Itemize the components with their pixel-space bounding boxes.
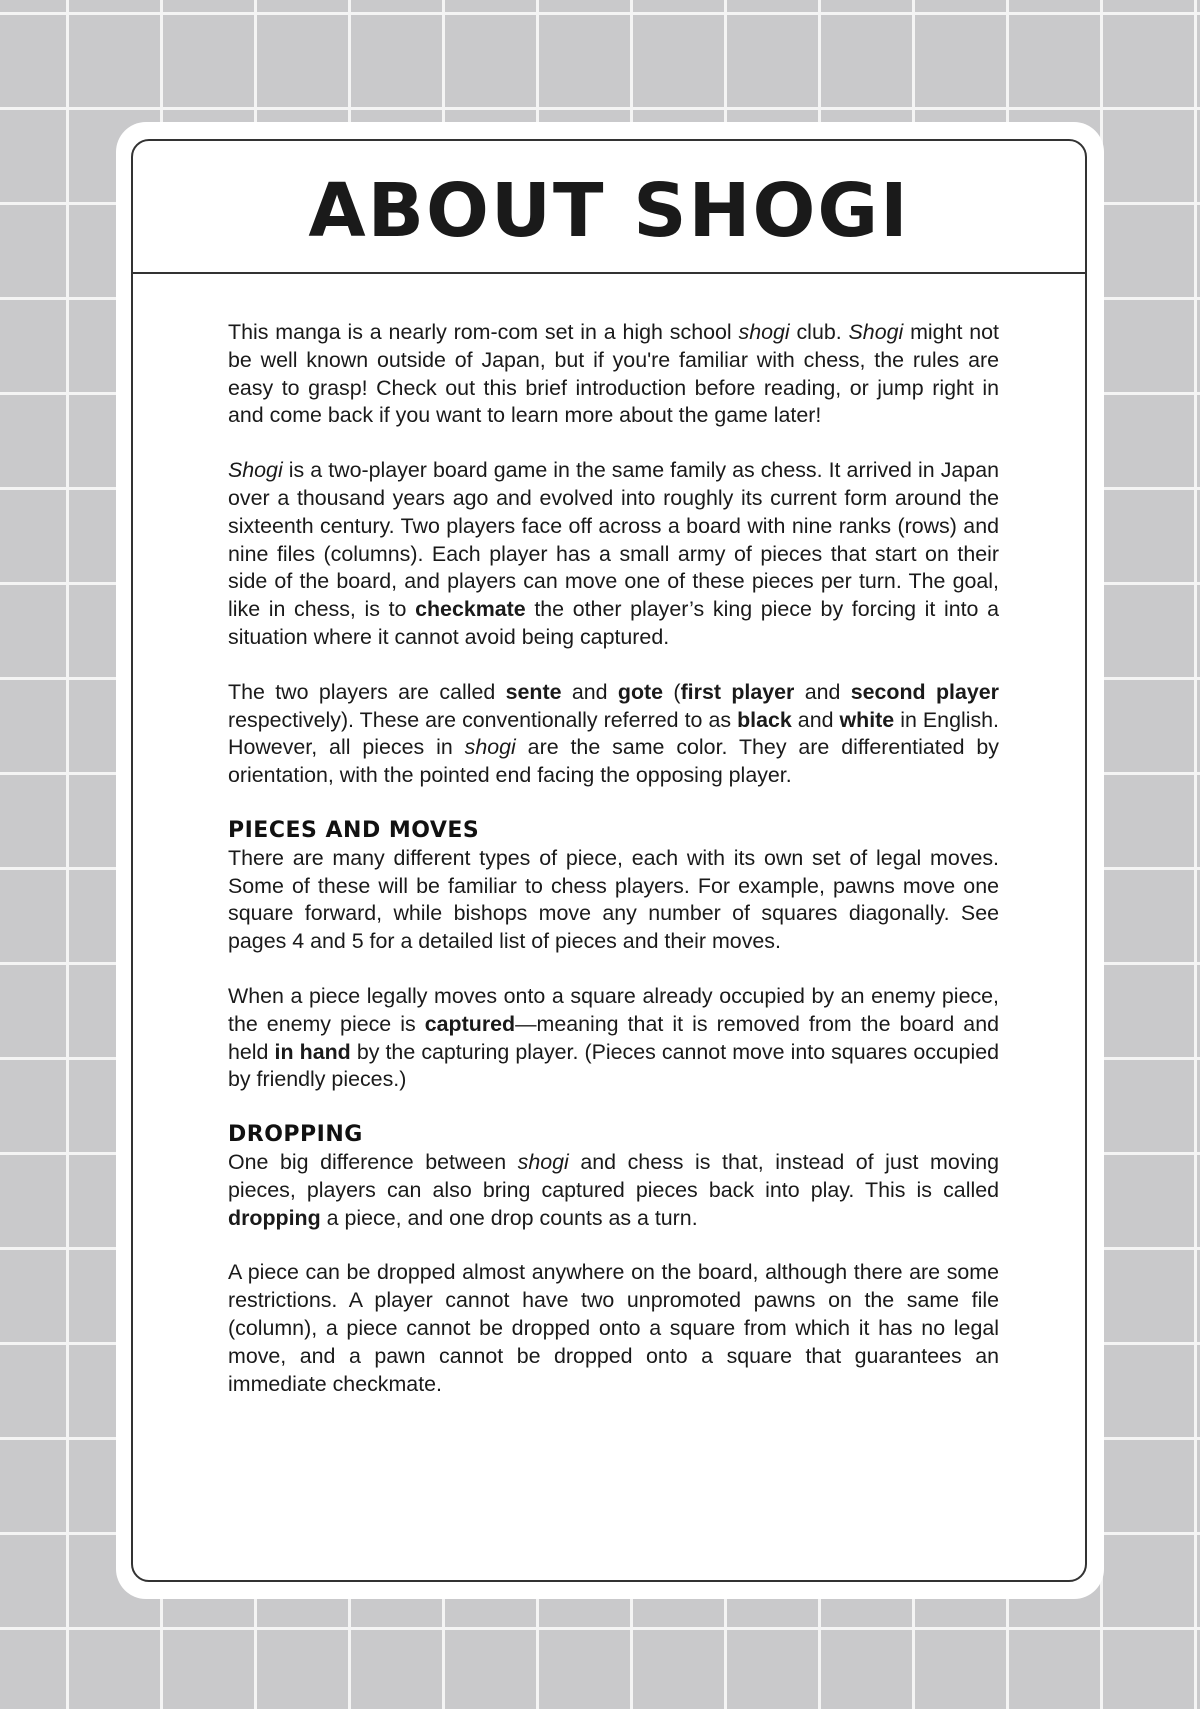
bold-term: sente: [505, 679, 562, 704]
italic-term: shogi: [464, 735, 516, 760]
bold-term: captured: [424, 1011, 516, 1036]
text-run: and: [794, 679, 851, 704]
text-run: This manga is a nearly rom-com set in a high school: [228, 320, 739, 344]
text-run: —meaning that it is removed from the board and held: [228, 1011, 999, 1064]
text-run: There are many different types of piece, each with its own set of legal moves. Some of these will be familiar to chess players. For example, pawns move one square forward, while bishops move any number of squares diagonally. See pages 4 and 5 for a detailed list of pieces and their moves.: [228, 845, 999, 954]
intro-paragraph-2: [228, 457, 999, 652]
text-run: respectively). These are conventionally referred to as: [228, 707, 738, 732]
text-run: and: [791, 707, 840, 732]
italic-term: shogi: [738, 320, 790, 344]
pieces-paragraph-2: [228, 983, 999, 1094]
bold-term: first player: [680, 679, 795, 704]
text-run: a piece, and one drop counts as a turn.: [320, 1205, 698, 1230]
text-run: is a two-player board game in the same family as chess. It arrived in Japan over a thousand years ago and evolved into roughly its current form around the sixteenth century. Two players face off across a board with nine ranks (rows) and nine files (columns). Each player has a small army of pieces that start on their side of the board, and players can move one of these pieces per turn. The goal, like in chess, is to: [228, 458, 999, 622]
text-run: The two players are called: [228, 679, 506, 704]
bold-term: in hand: [274, 1039, 351, 1064]
section-heading-pieces: PIECES AND MOVES: [228, 817, 480, 843]
text-run: in English. However, all pieces in: [228, 707, 1000, 760]
text-run: club.: [789, 320, 849, 344]
italic-term: Shogi: [228, 458, 283, 483]
intro-paragraph-1: [228, 319, 999, 430]
content-card: [131, 139, 1087, 1582]
text-run: by the capturing player. (Pieces cannot move into squares occupied by friendly pieces.): [228, 1039, 999, 1092]
text-run: (: [663, 679, 681, 704]
text-run: When a piece legally moves onto a square already occupied by an enemy piece, the enemy piece is: [228, 983, 999, 1036]
text-run: A piece can be dropped almost anywhere on the board, although there are some restrictions. A player cannot have two unpromoted pawns on the same file (column), a piece cannot be dropped onto a square from which it has no legal move, and a pawn cannot be dropped onto a square that guarantees an immediate checkmate.: [228, 1260, 999, 1396]
bold-term: gote: [617, 679, 664, 704]
section-heading-dropping: DROPPING: [228, 1122, 363, 1148]
text-run: and chess is that, instead of just moving pieces, players can also bring captured pieces back into play. This is called: [228, 1149, 999, 1202]
article-body: [228, 319, 999, 1398]
text-run: are the same color. They are differentiated by orientation, with the pointed end facing the opposing player.: [228, 735, 999, 788]
italic-term: shogi: [517, 1149, 569, 1174]
bold-term: second player: [850, 679, 999, 704]
intro-paragraph-3: [228, 679, 999, 790]
bold-term: checkmate: [415, 597, 526, 622]
italic-term: Shogi: [848, 320, 904, 344]
bold-term: black: [737, 707, 792, 732]
text-run: might not be well known outside of Japan, but if you're familiar with chess, the rules are easy to grasp! Check out this brief introduction before reading, or jump right in and come back if you want to learn more about the game later!: [228, 320, 999, 428]
text-run: the other player’s king piece by forcing it into a situation where it cannot avoid being captured.: [228, 597, 999, 649]
pieces-paragraph-1: [228, 845, 999, 956]
dropping-paragraph-2: [228, 1259, 999, 1398]
page-title: ABOUT SHOGI: [308, 167, 910, 254]
bold-term: dropping: [228, 1205, 321, 1230]
bold-term: white: [839, 707, 895, 732]
dropping-paragraph-1: [228, 1149, 999, 1232]
title-bar: [133, 141, 1085, 274]
text-run: One big difference between: [228, 1149, 518, 1174]
text-run: and: [561, 679, 618, 704]
